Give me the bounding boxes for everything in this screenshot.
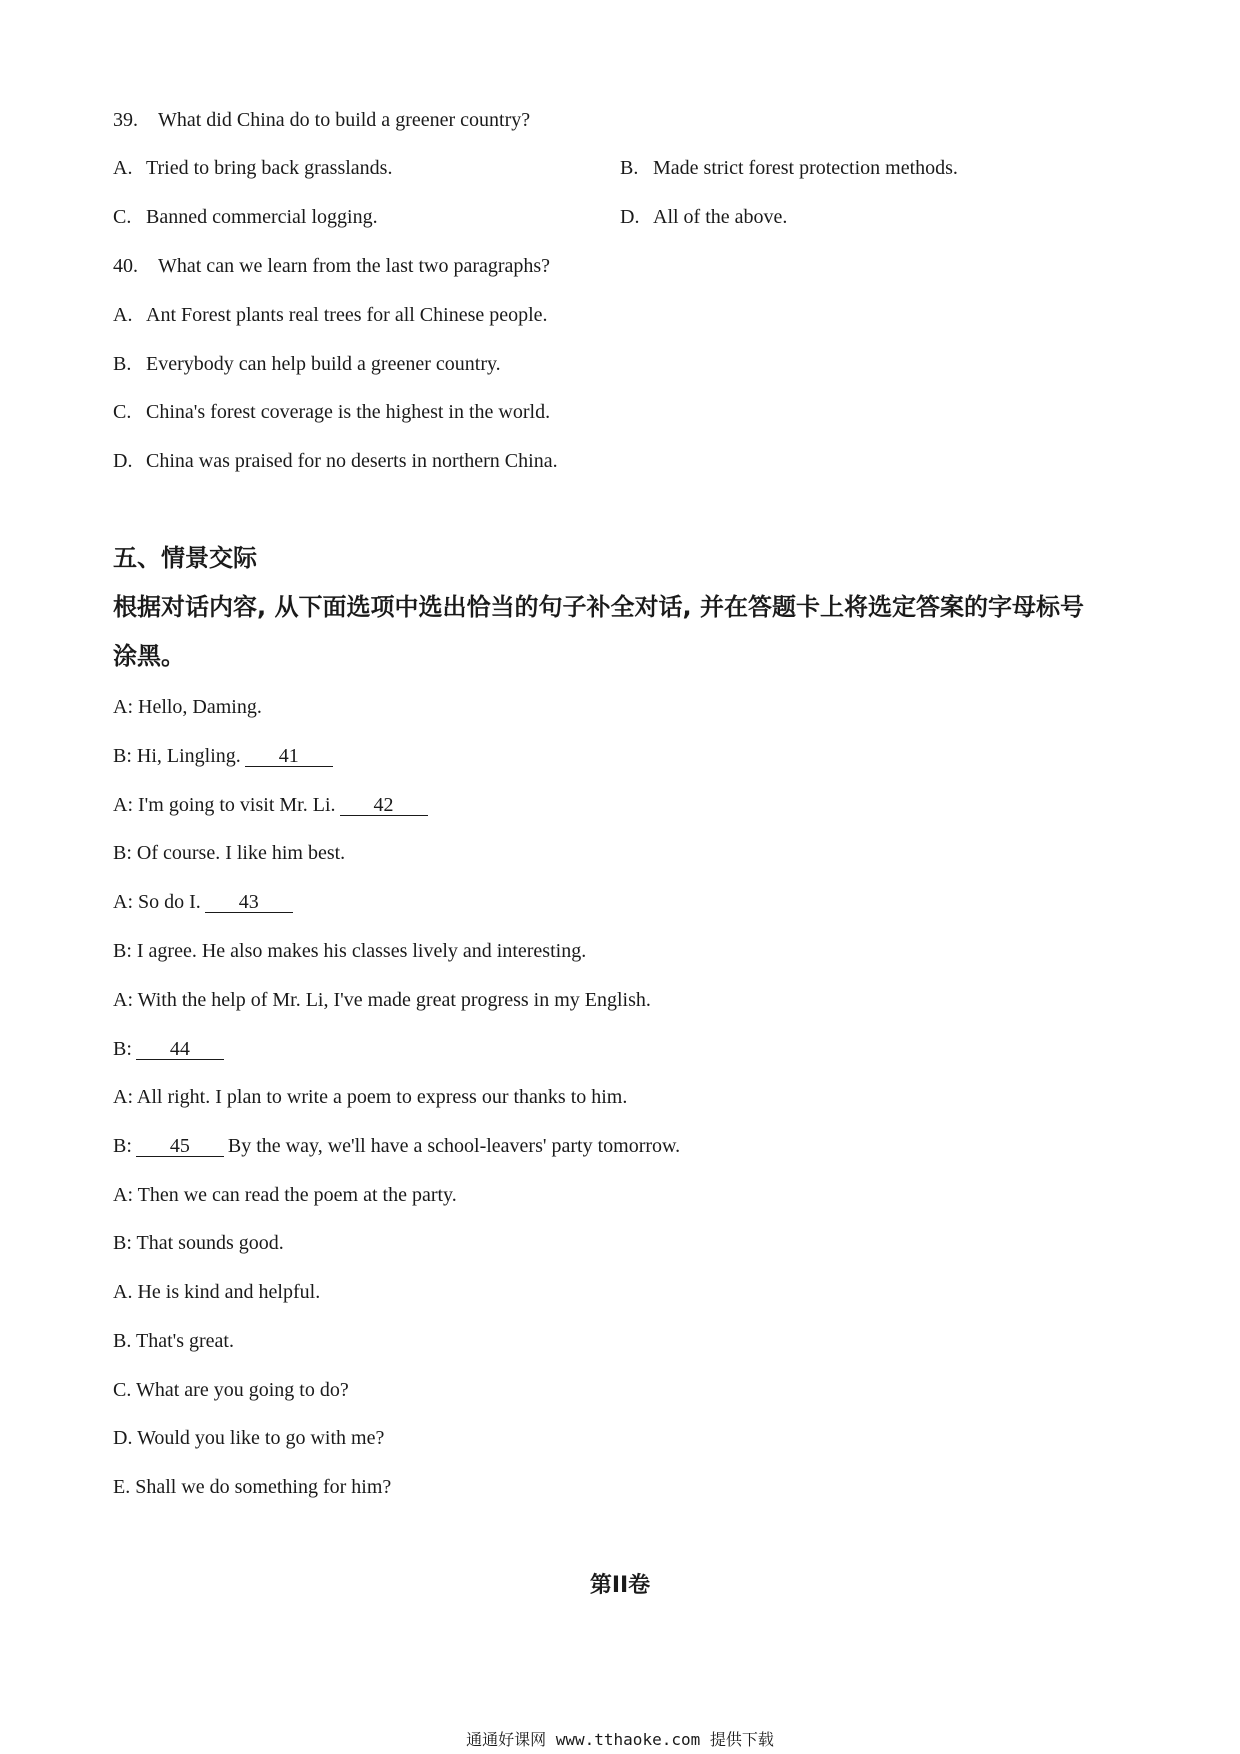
option-letter: A. [113, 157, 133, 179]
answer-blank[interactable]: 45 [136, 1136, 224, 1157]
choice-d: D. Would you like to go with me? [113, 1427, 385, 1449]
option-text: Made strict forest protection methods. [653, 157, 958, 179]
option-letter: D. [620, 206, 640, 228]
q40-option-a [113, 303, 548, 327]
q39-option-a [113, 156, 392, 180]
dialogue-line [113, 1134, 680, 1158]
option-text: Tried to bring back grasslands. [146, 157, 393, 179]
option-text: All of the above. [653, 206, 788, 228]
option-text: China was praised for no deserts in northern China. [146, 450, 558, 472]
option-letter: B. [620, 157, 639, 179]
question-39 [113, 108, 530, 132]
choice-a: A. He is kind and helpful. [113, 1281, 321, 1303]
option-letter: A. [113, 304, 133, 326]
dialogue-text: B: [113, 1038, 132, 1060]
dialogue-line [113, 841, 345, 865]
option-letter: D. [113, 450, 133, 472]
choice-c: C. What are you going to do? [113, 1379, 349, 1401]
option-letter: C. [113, 206, 132, 228]
dialogue-text: A: I'm going to visit Mr. Li. [113, 794, 336, 816]
dialogue-line [113, 744, 337, 768]
q39-option-c [113, 205, 378, 229]
question-text: What did China do to build a greener country? [158, 109, 531, 131]
dialogue-text: B: I agree. He also makes his classes lively and interesting. [113, 940, 587, 962]
choice-b: B. That's great. [113, 1330, 234, 1352]
dialogue-line [113, 1183, 457, 1207]
dialogue-line [113, 939, 586, 963]
dialogue-text: B: Of course. I like him best. [113, 842, 346, 864]
section-instruction-line1: 根据对话内容, 从下面选项中选出恰当的句子补全对话, 并在答题卡上将选定答案的字母标号 [113, 593, 1084, 621]
q40-option-d [113, 449, 558, 473]
part-two-title: 第II卷 [589, 1573, 651, 1598]
dialogue-line [113, 793, 432, 817]
question-number: 40. [113, 255, 138, 277]
dialogue-line [113, 988, 651, 1012]
option-text: Everybody can help build a greener country. [146, 353, 501, 375]
q39-option-b [620, 156, 958, 180]
dialogue-line [113, 695, 262, 719]
q40-option-b [113, 352, 501, 376]
dialogue-text: A: So do I. [113, 891, 201, 913]
option-text: Ant Forest plants real trees for all Chinese people. [146, 304, 548, 326]
choice-e: E. Shall we do something for him? [113, 1476, 392, 1498]
dialogue-line [113, 1231, 284, 1255]
answer-blank[interactable]: 42 [340, 795, 428, 816]
option-letter: C. [113, 401, 132, 423]
dialogue-line [113, 1085, 627, 1109]
dialogue-text: A: Hello, Daming. [113, 696, 262, 718]
answer-blank[interactable]: 41 [245, 746, 333, 767]
option-letter: B. [113, 353, 132, 375]
q39-option-d [620, 205, 787, 229]
q40-option-c [113, 400, 550, 424]
dialogue-text: A: All right. I plan to write a poem to express our thanks to him. [113, 1086, 628, 1108]
dialogue-line [113, 1037, 228, 1061]
option-text: China's forest coverage is the highest in the world. [146, 401, 551, 423]
dialogue-text: A: Then we can read the poem at the party. [113, 1184, 457, 1206]
dialogue-text-after: By the way, we'll have a school-leavers' party tomorrow. [227, 1135, 681, 1157]
question-40 [113, 254, 550, 278]
answer-blank[interactable]: 44 [136, 1039, 224, 1060]
dialogue-text: B: That sounds good. [113, 1232, 284, 1254]
question-text: What can we learn from the last two paragraphs? [158, 255, 551, 277]
dialogue-text: A: With the help of Mr. Li, I've made great progress in my English. [113, 989, 651, 1011]
question-number: 39. [113, 109, 138, 131]
dialogue-line [113, 890, 297, 914]
answer-blank[interactable]: 43 [205, 892, 293, 913]
page-footer: 通通好课网 www.tthaoke.com 提供下载 [466, 1730, 774, 1749]
section-title: 五、情景交际 [113, 544, 257, 572]
dialogue-text: B: [113, 1135, 132, 1157]
section-instruction-line2: 涂黑。 [113, 642, 185, 670]
option-text: Banned commercial logging. [146, 206, 378, 228]
dialogue-text: B: Hi, Lingling. [113, 745, 241, 767]
